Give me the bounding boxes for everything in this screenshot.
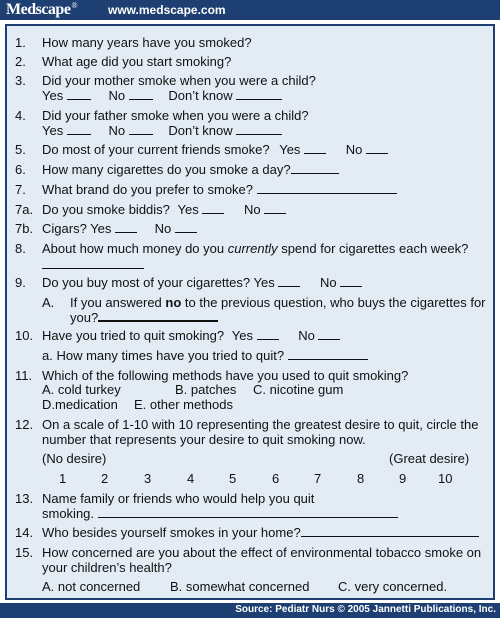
question-number: 3. [15, 73, 26, 88]
question-text: About how much money do you [42, 241, 228, 256]
option-other-methods[interactable]: E. other methods [134, 397, 233, 412]
question-text: What brand do you prefer to smoke? [42, 182, 254, 197]
scale-option-9[interactable]: 9 [399, 471, 407, 486]
scale-option-6[interactable]: 6 [272, 471, 280, 486]
yes-blank[interactable] [304, 143, 326, 154]
scale-option-5[interactable]: 5 [229, 471, 237, 486]
no-blank[interactable] [129, 89, 153, 100]
no-label: No [108, 88, 126, 103]
question-number: 4. [15, 108, 26, 123]
no-label: No [108, 123, 126, 138]
no-label: No [154, 221, 172, 236]
site-header [0, 0, 500, 20]
scale-option-4[interactable]: 4 [187, 471, 195, 486]
option-somewhat-concerned[interactable]: B. somewhat concerned [170, 579, 310, 594]
sub-question-text: If you answered [70, 295, 166, 310]
question-text-end: smoking. [42, 506, 95, 521]
no-label: No [345, 142, 363, 157]
no-blank[interactable] [264, 203, 286, 214]
dont-know-label: Don’t know [168, 123, 233, 138]
question-text: Name family or friends who would help you quit [42, 491, 315, 506]
question-text: How many cigarettes do you smoke a day? [42, 162, 291, 177]
question-text: Cigars? [42, 221, 87, 236]
question-text-end: your children’s health? [42, 560, 172, 575]
question-text: Did your mother smoke when you were a child? [42, 73, 316, 88]
question-number: 15. [15, 545, 34, 560]
yes-label: Yes [177, 202, 199, 217]
question-text: Who besides yourself smokes in your home? [42, 525, 301, 540]
emphasis-text: currently [227, 241, 278, 256]
option-cold-turkey[interactable]: A. cold turkey [42, 382, 121, 397]
sub-question-text: you? [70, 310, 99, 325]
answer-blank[interactable] [98, 311, 218, 322]
no-label: No [244, 202, 261, 217]
answer-blank[interactable] [257, 183, 397, 194]
source-citation: Source: Pediatr Nurs © 2005 Jannetti Publications, Inc. [235, 604, 496, 615]
question-text: Did your father smoke when you were a child? [42, 108, 309, 123]
yes-label: Yes [253, 275, 275, 290]
yes-blank[interactable] [115, 222, 137, 233]
yes-blank[interactable] [67, 124, 91, 135]
option-very-concerned[interactable]: C. very concerned. [338, 579, 448, 594]
scale-option-8[interactable]: 8 [357, 471, 365, 486]
question-text: Do most of your current friends smoke? [42, 142, 270, 157]
yes-label: Yes [279, 142, 301, 157]
scale-option-1[interactable]: 1 [59, 471, 67, 486]
yes-blank[interactable] [278, 276, 300, 287]
question-text: Which of the following methods have you used to quit smoking? [42, 368, 409, 383]
scale-option-2[interactable]: 2 [101, 471, 109, 486]
dont-know-label: Don’t know [168, 88, 233, 103]
dont-know-blank[interactable] [236, 124, 282, 135]
no-blank[interactable] [340, 276, 362, 287]
yes-blank[interactable] [67, 89, 91, 100]
answer-blank[interactable] [288, 349, 368, 360]
sub-question-text: a. How many times have you tried to quit? [42, 348, 285, 363]
option-patches[interactable]: B. patches [175, 382, 237, 397]
yes-label: Yes [231, 328, 253, 343]
question-number: 7a. [15, 202, 34, 217]
yes-blank[interactable] [257, 329, 279, 340]
question-text: How concerned are you about the effect of environmental tobacco smoke on [42, 545, 482, 560]
scale-option-10[interactable]: 10 [438, 471, 453, 486]
source-footer [0, 603, 500, 618]
question-number: 6. [15, 162, 26, 177]
question-number: 7. [15, 182, 26, 197]
question-number: 10. [15, 328, 34, 343]
question-number: 11. [15, 368, 33, 383]
question-text-end: spend for cigarettes each week? [277, 241, 469, 256]
scale-option-3[interactable]: 3 [144, 471, 152, 486]
question-text: How many years have you smoked? [42, 35, 252, 50]
option-medication[interactable]: D.medication [42, 397, 118, 412]
answer-blank[interactable] [291, 163, 339, 174]
answer-blank[interactable] [42, 258, 144, 269]
answer-blank[interactable] [301, 526, 479, 537]
question-number: 12. [15, 417, 34, 432]
dont-know-blank[interactable] [236, 89, 282, 100]
question-number: 1. [15, 35, 26, 50]
scale-high-label: (Great desire) [389, 451, 470, 466]
sub-question-label: A. [42, 295, 55, 310]
no-blank[interactable] [129, 124, 153, 135]
no-blank[interactable] [366, 143, 388, 154]
questionnaire-panel [5, 24, 495, 600]
yes-label: Yes [42, 123, 64, 138]
question-number: 13. [15, 491, 34, 506]
no-blank[interactable] [175, 222, 197, 233]
question-number: 7b. [15, 221, 34, 236]
yes-blank[interactable] [202, 203, 224, 214]
site-url[interactable]: www.medscape.com [108, 3, 226, 17]
question-text: Have you tried to quit smoking? [42, 328, 225, 343]
question-text: Do you buy most of your cigarettes? [42, 275, 251, 290]
bold-text: no [165, 295, 182, 310]
no-label: No [298, 328, 315, 343]
yes-label: Yes [90, 221, 112, 236]
no-blank[interactable] [318, 329, 340, 340]
option-nicotine-gum[interactable]: C. nicotine gum [253, 382, 344, 397]
question-number: 14. [15, 525, 34, 540]
scale-low-label: (No desire) [42, 451, 107, 466]
question-text-end: number that represents your desire to quit smoking now. [42, 432, 366, 447]
question-text: Do you smoke biddis? [42, 202, 170, 217]
question-number: 2. [15, 54, 26, 69]
medscape-logo[interactable]: Medscape® [6, 1, 78, 18]
option-not-concerned[interactable]: A. not concerned [42, 579, 141, 594]
sub-question-text-end: to the previous question, who buys the cigarettes for [181, 295, 486, 310]
question-text: What age did you start smoking? [42, 54, 232, 69]
question-number: 8. [15, 241, 26, 256]
question-number: 5. [15, 142, 26, 157]
question-number: 9. [15, 275, 26, 290]
no-label: No [319, 275, 337, 290]
question-text: On a scale of 1-10 with 10 representing the greatest desire to quit, circle the [42, 417, 479, 432]
yes-label: Yes [42, 88, 64, 103]
scale-option-7[interactable]: 7 [314, 471, 322, 486]
answer-blank[interactable] [98, 507, 398, 518]
